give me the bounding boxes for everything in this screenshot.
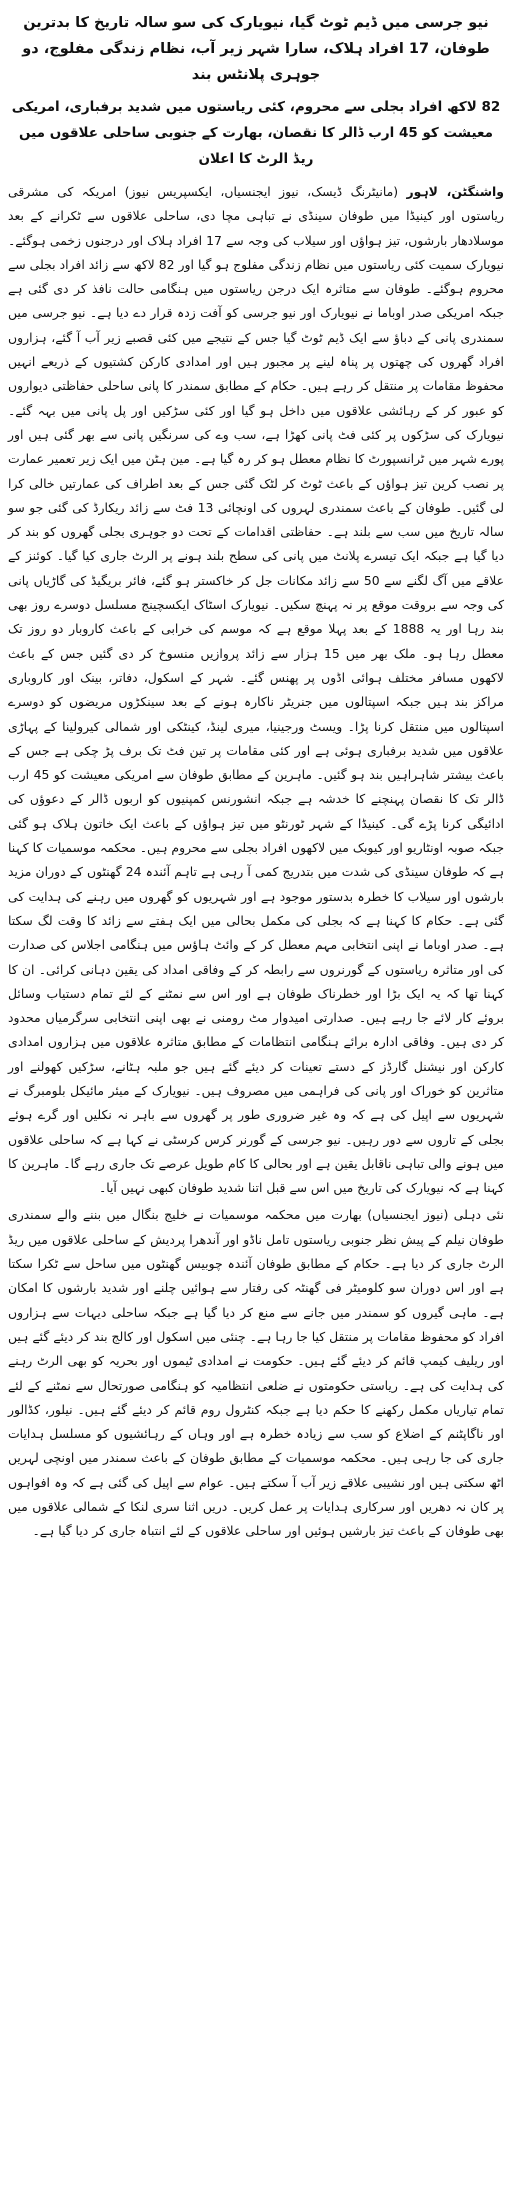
article-body — [8, 180, 504, 1544]
article-headline: نیو جرسی میں ڈیم ٹوٹ گیا، نیویارک کی سو سالہ تاریخ کا بدترین طوفان، 17 افراد ہلاک، سارا شہر زیر آب، نظام زندگی مفلوج، دو جوہری پلانٹس بند — [22, 15, 490, 83]
paragraph-text: (مانیٹرنگ ڈیسک، نیوز ایجنسیاں، ایکسپریس نیوز) امریکہ کی مشرقی ریاستوں اور کینیڈا میں طوفان سینڈی نے تباہی مچا دی، ساحلی علاقوں سے ٹکرانے کے بعد موسلادھار بارشوں، تیز ہواؤں اور سیلاب کی وجہ سے 17 افراد ہلاک اور درجنوں زخمی ہوگئے۔ نیویارک سمیت کئی ریاستوں میں نظام زندگی مفلوج ہو گیا اور 82 لاکھ سے زائد افراد بجلی سے محروم ہوگئے۔ طوفان سے متاثرہ ایک درجن ریاستوں میں ہنگامی حالت نافذ کر دی گئی ہے جبکہ امریکی صدر اوباما نے نیویارک اور نیو جرسی کو آفت زدہ قرار دے دیا ہے۔ نیو جرسی میں سمندری پانی کے دباؤ سے ایک ڈیم ٹوٹ گیا جس کے نتیجے میں کئی قصبے زیر آب آ گئے، ہزاروں افراد گھروں کی چھتوں پر پناہ لینے پر مجبور ہیں اور امدادی کارکن کشتیوں کے ذریعے انہیں محفوظ مقامات پر منتقل کر رہے ہیں۔ حکام کے مطابق سمندر کا پانی ساحلی حفاظتی دیواروں کو عبور کر کے رہائشی علاقوں میں داخل ہو گیا اور کئی سڑکیں اور پل پانی میں بہہ گئے۔ نیویارک کی سڑکوں پر کئی فٹ پانی کھڑا ہے، سب وے کی سرنگیں پانی سے بھر گئی ہیں اور پورے شہر میں ٹرانسپورٹ کا نظام معطل ہو کر رہ گیا ہے۔ مین ہٹن میں ایک زیر تعمیر عمارت پر نصب کرین تیز ہواؤں کے باعث ٹوٹ کر لٹک گئی جس کے بعد اطراف کی عمارتیں خالی کرا لی گئیں۔ طوفان کے باعث سمندری لہروں کی اونچائی 13 فٹ سے زائد ریکارڈ کی گئی جو سو سالہ تاریخ میں سب سے بلند ہے۔ حفاظتی اقدامات کے تحت دو جوہری بجلی گھروں کو بند کر دیا گیا ہے جبکہ ایک تیسرے پلانٹ میں پانی کی سطح بلند ہونے پر الرٹ جاری کیا گیا۔ کوئنز کے علاقے میں آگ لگنے سے 50 سے زائد مکانات جل کر خاکستر ہو گئے، فائر بریگیڈ کی گاڑیاں پانی کی وجہ سے بروقت موقع پر نہ پہنچ سکیں۔ نیویارک اسٹاک ایکسچینج مسلسل دوسرے روز بھی بند رہا اور یہ 1888 کے بعد پہلا موقع ہے کہ موسم کی خرابی کے باعث کاروبار دو روز تک معطل رہا ہو۔ ملک بھر میں 15 ہزار سے زائد پروازیں منسوخ کر دی گئیں جس کے باعث لاکھوں مسافر مختلف ہوائی اڈوں پر پھنس گئے۔ شہر کے اسکول، دفاتر، بینک اور کاروباری مراکز بند ہیں جبکہ اسپتالوں میں جنریٹر ناکارہ ہونے کے بعد سینکڑوں مریضوں کو دوسرے اسپتالوں میں منتقل کرنا پڑا۔ ویسٹ ورجینیا، میری لینڈ، کینٹکی اور شمالی کیرولینا کے پہاڑی علاقوں میں شدید برفباری ہوئی ہے اور کئی مقامات پر تین فٹ تک برف پڑ چکی ہے جس کے باعث بیشتر شاہراہیں بند ہو گئیں۔ ماہرین کے مطابق طوفان سے امریکی معیشت کو 45 ارب ڈالر تک کا نقصان پہنچنے کا خدشہ ہے جبکہ انشورنس کمپنیوں کو اربوں ڈالر کے دعوؤں کی ادائیگی کرنا پڑے گی۔ کینیڈا کے شہر ٹورنٹو میں تیز ہواؤں کے باعث ایک خاتون ہلاک ہو گئی جبکہ صوبہ اونٹاریو اور کیوبک میں لاکھوں افراد بجلی سے محروم ہیں۔ محکمہ موسمیات کا کہنا ہے کہ طوفان سینڈی کی شدت میں بتدریج کمی آ رہی ہے تاہم آئندہ 24 گھنٹوں کے دوران مزید بارشوں اور سیلاب کا خطرہ بدستور موجود ہے اور شہریوں کو گھروں میں رہنے کی ہدایت کی گئی ہے۔ حکام کا کہنا ہے کہ بجلی کی مکمل بحالی میں ایک ہفتے سے زائد کا وقت لگ سکتا ہے۔ صدر اوباما نے اپنی انتخابی مہم معطل کر کے وائٹ ہاؤس میں ہنگامی اجلاس کی صدارت کی اور متاثرہ ریاستوں کے گورنروں سے رابطہ کر کے وفاقی امداد کی یقین دہانی کرائی۔ ان کا کہنا تھا کہ یہ ایک بڑا اور خطرناک طوفان ہے اور اس سے نمٹنے کے لئے تمام دستیاب وسائل بروئے کار لائے جا رہے ہیں۔ صدارتی امیدوار مٹ رومنی نے بھی اپنی انتخابی سرگرمیاں محدود کر دی ہیں۔ وفاقی ادارہ برائے ہنگامی انتظامات کے مطابق متاثرہ علاقوں میں ہزاروں امدادی کارکن اور نیشنل گارڈز کے دستے تعینات کر دیئے گئے ہیں جو ملبہ ہٹانے، سڑکیں کھولنے اور متاثرین کو خوراک اور پانی کی فراہمی میں مصروف ہیں۔ نیویارک کے میئر مائیکل بلومبرگ نے شہریوں سے اپیل کی ہے کہ وہ غیر ضروری طور پر گھروں سے باہر نہ نکلیں اور گرے ہوئے بجلی کے تاروں سے دور رہیں۔ نیو جرسی کے گورنر کرس کرسٹی نے کہا ہے کہ ساحلی علاقوں میں ہونے والی تباہی ناقابل یقین ہے اور بحالی کا کام طویل عرصے تک جاری رہے گا۔ ماہرین کا کہنا ہے کہ نیویارک کی تاریخ میں اس سے قبل اتنا شدید طوفان کبھی نہیں آیا۔ — [8, 184, 505, 1196]
body-paragraph: نئی دہلی (نیوز ایجنسیاں) بھارت میں محکمہ موسمیات نے خلیج بنگال میں بننے والے سمندری طوفان نیلم کے پیش نظر جنوبی ریاستوں تامل ناڈو اور آندھرا پردیش کے ساحلی علاقوں میں ریڈ الرٹ جاری کر دیا ہے۔ حکام کے مطابق طوفان آئندہ چوبیس گھنٹوں میں ساحل سے ٹکرا سکتا ہے اور اس دوران سو کلومیٹر فی گھنٹہ کی رفتار سے ہوائیں چلنے اور شدید بارشوں کا امکان ہے۔ ماہی گیروں کو سمندر میں جانے سے منع کر دیا گیا ہے جبکہ ساحلی دیہات سے ہزاروں افراد کو محفوظ مقامات پر منتقل کیا جا رہا ہے۔ چنئی میں اسکول اور کالج بند کر دیئے گئے ہیں اور ریلیف کیمپ قائم کر دیئے گئے ہیں۔ حکومت نے امدادی ٹیموں اور بحریہ کو بھی الرٹ رہنے کی ہدایت کی ہے۔ ریاستی حکومتوں نے ضلعی انتظامیہ کو ہنگامی صورتحال سے نمٹنے کے لئے تمام تیاریاں مکمل رکھنے کا حکم دیا ہے جبکہ کنٹرول روم قائم کر دیئے گئے ہیں۔ نیلور، کڈالور اور ناگاپٹنم کے اضلاع کو سب سے زیادہ خطرہ ہے اور وہاں کے رہائشیوں کو مسلسل ہدایات جاری کی جا رہی ہیں۔ محکمہ موسمیات کے مطابق طوفان کے باعث سمندر میں اونچی لہریں اٹھ سکتی ہیں اور نشیبی علاقے زیر آب آ سکتے ہیں۔ عوام سے اپیل کی گئی ہے کہ وہ افواہوں پر کان نہ دھریں اور سرکاری ہدایات پر عمل کریں۔ دریں اثنا سری لنکا کے شمالی علاقوں میں بھی طوفان کے باعث تیز بارشیں ہوئیں اور ساحلی علاقوں کے لئے انتباہ جاری کر دیا گیا ہے۔ — [8, 1207, 504, 1539]
article-subheadline: 82 لاکھ افراد بجلی سے محروم، کئی ریاستوں میں شدید برفباری، امریکی معیشت کو 45 ارب ڈالر کا نقصان، بھارت کے جنوبی ساحلی علاقوں میں ریڈ الرٹ کا اعلان — [11, 99, 501, 167]
body-paragraph — [8, 180, 504, 1200]
dateline: واشنگٹن، لاہور — [406, 184, 504, 199]
